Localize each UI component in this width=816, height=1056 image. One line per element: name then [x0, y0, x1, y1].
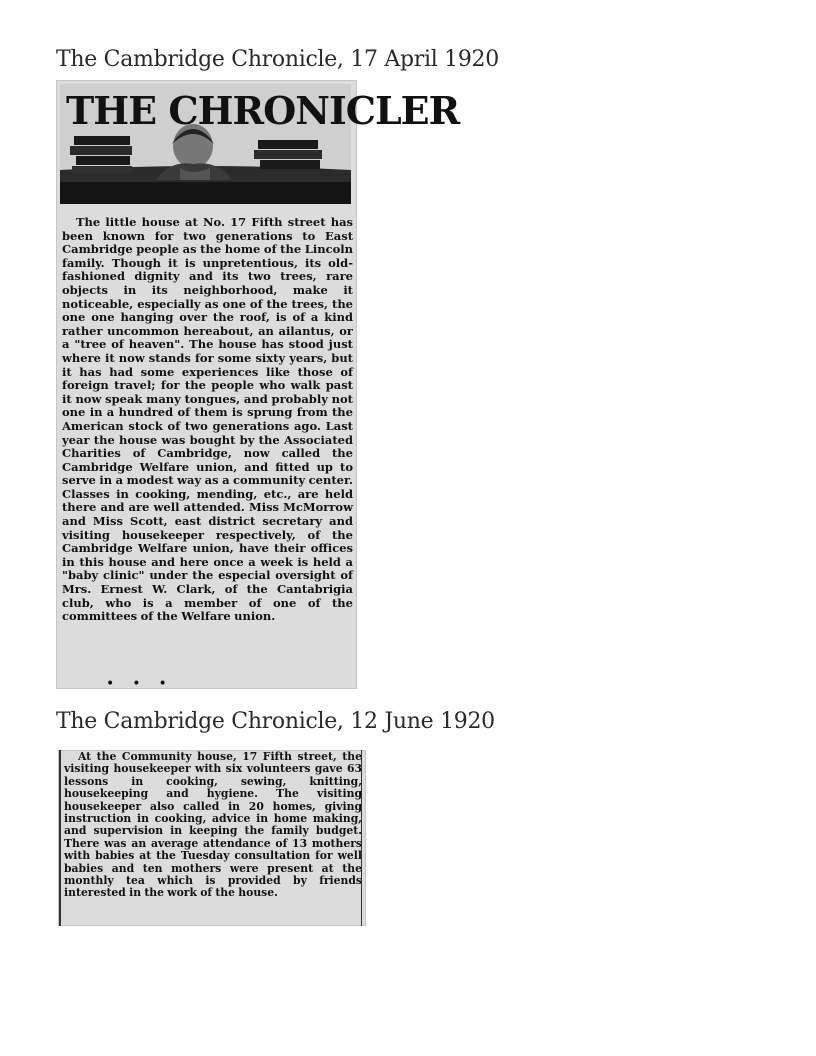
chronicler-masthead: [60, 84, 460, 204]
article-text-april: The little house at No. 17 Fifth street has been known for two generations to East Cambridge people as the home of the Lincoln family. Though it is unpretentious, its old-fashioned dignity and its two trees, rare objects in its neighborhood, make it noticeable, especially as one of the trees, the one one hanging over the roof, is of a kind rather uncommon hereabout, an ailantus, or a "tree of heaven". The house has stood just where it now stands for some sixty years, but it has had some experiences like those of foreign travel; for the people who walk past it now speak many tongues, and probably not one in a hundred of them is sprung from the American stock of two generations ago. Last year the house was bought by the Associated Charities of Cambridge, now called the Cambridge Welfare union, and fitted up to serve in a modest way as a community center. Classes in cooking, mending, etc., are held there and are well attended. Miss McMorrow and Miss Scott, east district secretary and visiting housekeeper respectively, of the Cambridge Welfare union, have their offices in this house and here once a week is held a "baby clinic" under the especial oversight of Mrs. Ernest W. Clark, of the Cantabrigia club, who is a member of one of the committees of the Welfare union.: [62, 215, 353, 624]
clipping-heading-april: The Cambridge Chronicle, 17 April 1920: [56, 47, 499, 72]
separator-dots: •••: [106, 676, 185, 692]
column-rule-left: [59, 750, 61, 926]
clipping-heading-june: The Cambridge Chronicle, 12 June 1920: [56, 709, 495, 734]
article-text-june: At the Community house, 17 Fifth street, the visiting housekeeper with six volunteers gave 63 lessons in cooking, sewing, knitting, housekeeping and hygiene. The visiting housekeeper also called in 20 homes, giving instruction in cooking, advice in home making, and supervision in keeping the family budget. There was an average attendance of 13 mothers with babies at the Tuesday consultation for well babies and ten mothers were present at the monthly tea which is provided by friends interested in the work of the house.: [64, 750, 362, 900]
newspaper-clipping-april: [56, 80, 460, 692]
newspaper-clipping-june: [58, 750, 366, 926]
masthead-title: THE CHRONICLER: [66, 88, 460, 133]
